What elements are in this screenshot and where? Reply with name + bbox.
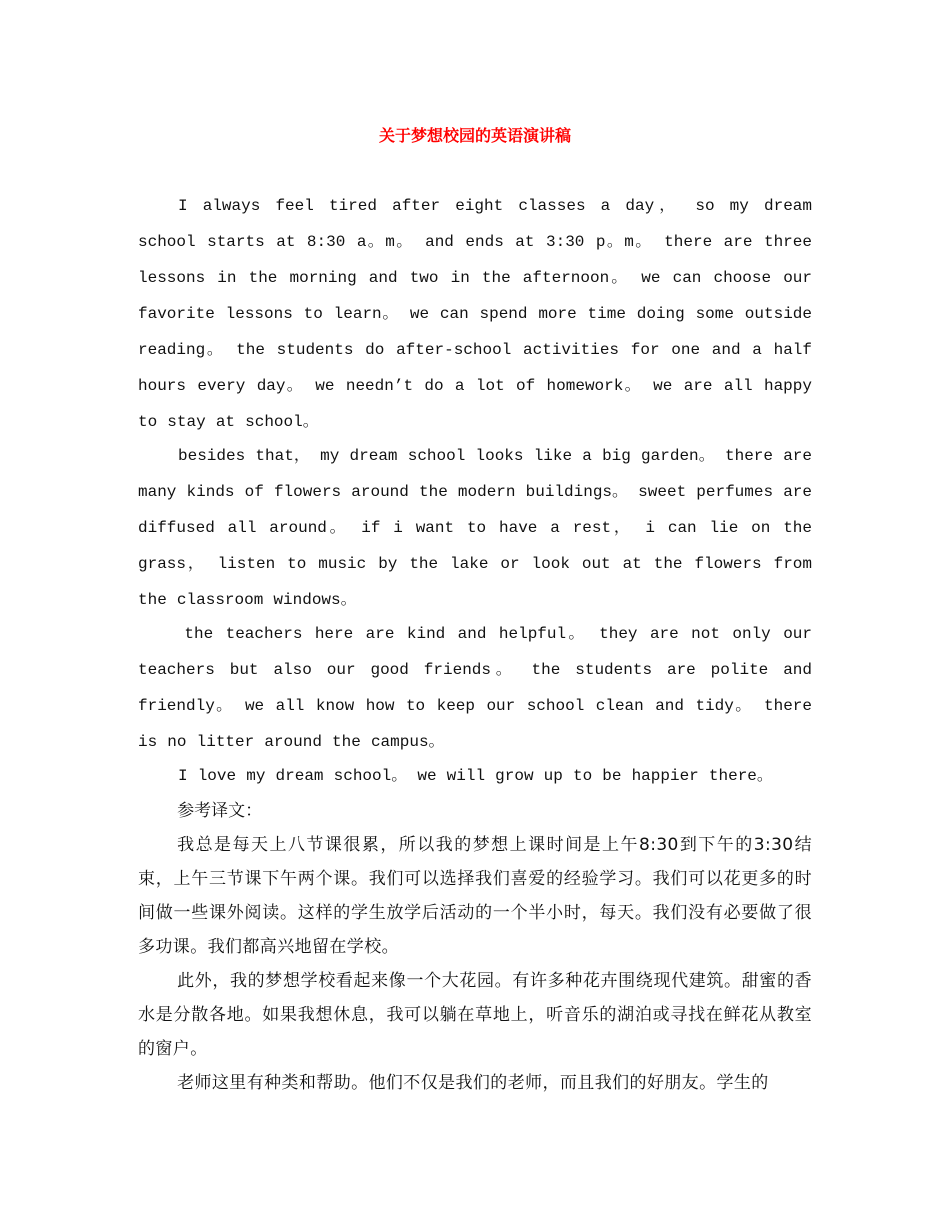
- english-paragraph-3: the teachers here are kind and helpful。 they are not only our teachers but also our good friends。 the students are polite and friendly。 we all know how to keep our school clean and tidy。 there is no litter around the campus。: [138, 625, 812, 751]
- chinese-paragraph-3: 老师这里有种类和帮助。他们不仅是我们的老师，而且我们的好朋友。学生的: [177, 1073, 769, 1093]
- chinese-paragraph-2: 此外，我的梦想学校看起来像一个大花园。有许多种花卉围绕现代建筑。甜蜜的香水是分散各地。如果我想休息，我可以躺在草地上，听音乐的湖泊或寻找在鲜花从教室的窗户。: [138, 971, 812, 1059]
- chinese-paragraph-1: 我总是每天上八节课很累，所以我的梦想上课时间是上午8:30到下午的3:30结束，上午三节课下午两个课。我们可以选择我们喜爱的经验学习。我们可以花更多的时间做一些课外阅读。这样的学生放学后活动的一个半小时，每天。我们没有必要做了很多功课。我们都高兴地留在学校。: [138, 835, 812, 957]
- document-body: [138, 188, 812, 1100]
- english-paragraph-1: I always feel tired after eight classes a day， so my dream school starts at 8:30 a。m。 and ends at 3:30 p。m。 there are three lessons in the morning and two in the afternoon。 we can choose our favorite lessons to learn。 we can spend more time doing some outside reading。 the students do after-school activities for one and a half hours every day。 we needn’t do a lot of homework。 we are all happy to stay at school。: [138, 197, 812, 431]
- english-paragraph-4: I love my dream school。 we will grow up to be happier there。: [178, 767, 773, 785]
- english-paragraph-2: besides that， my dream school looks like a big garden。 there are many kinds of flowers around the modern buildings。 sweet perfumes are diffused all around。 if i want to have a rest， i can lie on the grass， listen to music by the lake or look out at the flowers from the classroom windows。: [138, 447, 812, 609]
- document-title: 关于梦想校园的英语演讲稿: [378, 126, 571, 145]
- translation-heading: 参考译文：: [177, 801, 263, 821]
